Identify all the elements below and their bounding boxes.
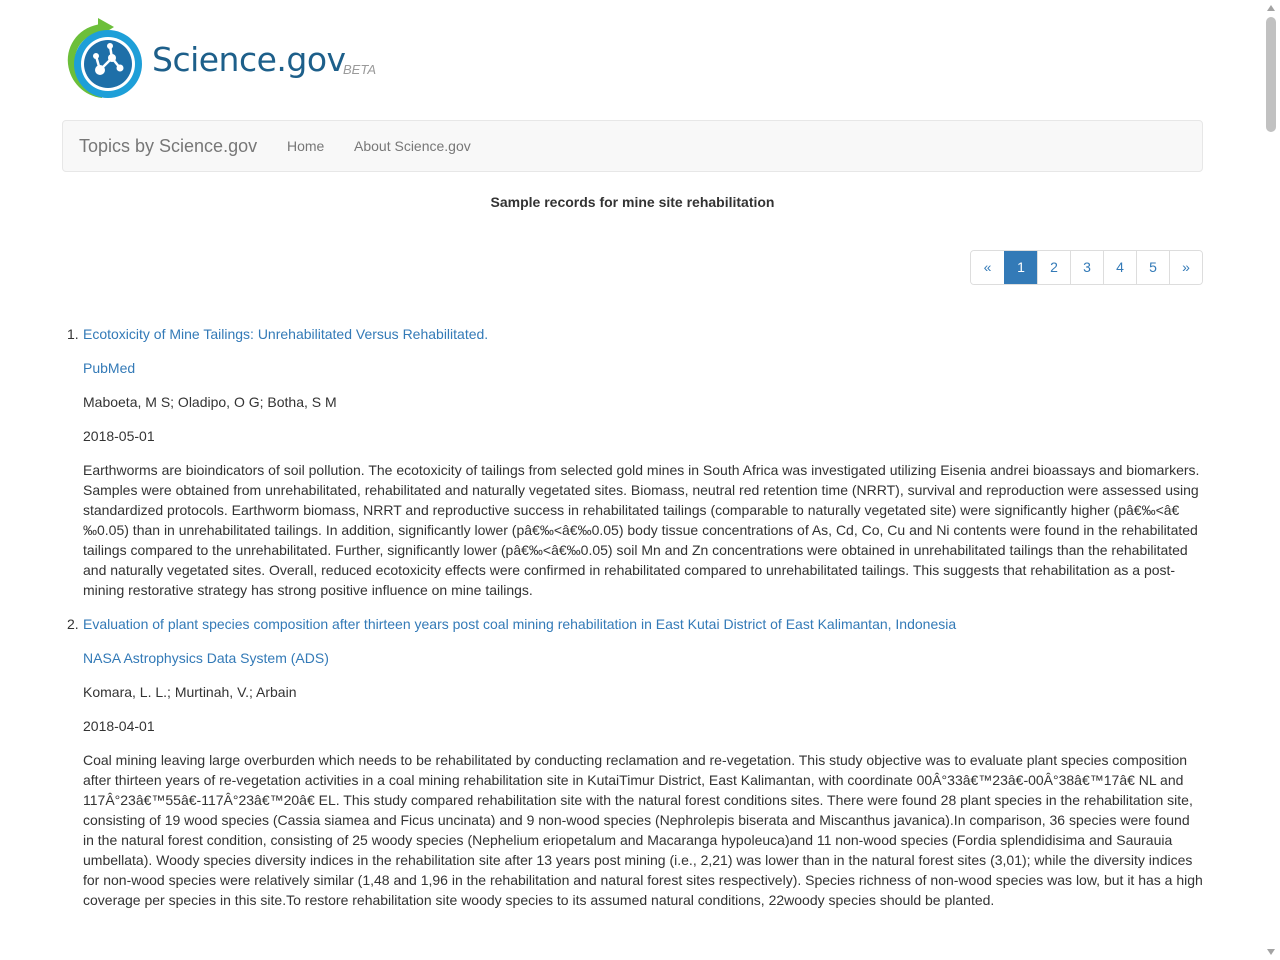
result-title-link[interactable]: Evaluation of plant species composition after thirteen years post coal mining rehabilitation in East Kutai District of East Kalimantan, Indonesia <box>83 616 957 632</box>
nav-link-about[interactable]: About Science.gov <box>354 138 471 154</box>
result-title-link[interactable]: Ecotoxicity of Mine Tailings: Unrehabilitated Versus Rehabilitated. <box>83 326 489 342</box>
result-source-link[interactable]: PubMed <box>83 360 136 376</box>
result-number: 1. <box>67 326 79 342</box>
navbar <box>62 120 1203 172</box>
pagination <box>970 250 1203 285</box>
result-date: 2018-05-01 <box>83 428 155 444</box>
vertical-scrollbar[interactable] <box>1263 0 1280 960</box>
nav-link-home[interactable]: Home <box>287 138 325 154</box>
result-authors: Komara, L. L.; Murtinah, V.; Arbain <box>83 684 297 700</box>
site-logo[interactable] <box>62 18 392 102</box>
result-item <box>62 322 1203 600</box>
result-item <box>62 612 1203 910</box>
result-source-link[interactable]: NASA Astrophysics Data System (ADS) <box>83 650 329 666</box>
pagination-next-button[interactable]: » <box>1169 251 1202 284</box>
pagination-page-5[interactable]: 5 <box>1136 251 1169 284</box>
result-abstract: Earthworms are bioindicators of soil pollution. The ecotoxicity of tailings from selected gold mines in South Africa was investigated utilizing Eisenia andrei bioassays and biomarkers. Samples were obtained from unrehabilitated, rehabilitated and naturally vegetated sites. Biomass, neutral red retention time (NRRT), survival and reproduction were assessed using standardized protocols. Earthworm biomass, NRRT and reproductive success in rehabilitated tailings (comparable to naturally vegetated site) were significantly higher (pâ€‰<â€‰0.05) than in unrehabilitated tailings. In addition, significantly lower (pâ€‰<â€‰0.05) body tissue concentrations of As, Cd, Co, Cu and Ni contents were found in the rehabilitated tailings compared to the unrehabilitated. Further, significantly lower (pâ€‰<â€‰0.05) soil Mn and Zn concentrations were obtained in unrehabilitated tailings than the rehabilitated and naturally vegetated sites. Overall, reduced ecotoxicity effects were confirmed in rehabilitated compared to unrehabilitated tailings. This suggests that rehabilitation as a post-mining restorative strategy has strong positive influence on mine tailings. <box>83 462 1200 598</box>
pagination-prev-button[interactable]: « <box>971 251 1004 284</box>
page-title: Sample records for mine site rehabilitation <box>490 194 775 210</box>
result-abstract: Coal mining leaving large overburden which needs to be rehabilitated by conducting reclamation and re-vegetation. This study objective was to evaluate plant species composition after thirteen years of re-vegetation activities in a coal mining rehabilitation site in KutaiTimur District, East Kalimantan, with coordinate 00Â°33â€™23â€-00Â°38â€™17â€ NL and 117Â°23â€™55â€-117Â°23â€™20â€ EL. This study compared rehabilitation site with the natural forest conditions sites. There were found 28 plant species in the rehabilitation site, consisting of 19 wood species (Cassia siamea and Ficus uncinata) and 9 non-wood species (Nephrolepis biserata and Miscanthus javanica).In comparison, 36 species were found in the natural forest condition, consisting of 25 woody species (Nephelium eriopetalum and Macaranga hypoleuca)and 11 non-wood species (Fordia splendidisima and Saurauia umbellata). Woody species diversity indices in the rehabilitation site after 13 years post mining (i.e., 2,21) was lower than in the natural forest sites (3,01); while the diversity indices for non-wood species were relatively similar (1,48 and 1,96 in the rehabilitation and natural forest sites respectively). Species richness of non-wood species was low, but it has a high coverage per species in this site.To restore rehabilitation site woody species to its assumed natural conditions, 22woody species should be planted. <box>83 752 1203 908</box>
pagination-page-1[interactable]: 1 <box>1004 251 1037 284</box>
pagination-page-3[interactable]: 3 <box>1070 251 1103 284</box>
logo-text: Science.gov <box>152 40 346 79</box>
scroll-up-arrow-icon[interactable] <box>1267 5 1275 11</box>
pagination-page-2[interactable]: 2 <box>1037 251 1070 284</box>
pagination-page-4[interactable]: 4 <box>1103 251 1136 284</box>
navbar-brand[interactable]: Topics by Science.gov <box>79 136 258 156</box>
results-list <box>62 322 1203 910</box>
beta-badge: BETA <box>343 62 376 77</box>
science-gov-logo-icon <box>62 18 146 102</box>
result-date: 2018-04-01 <box>83 718 155 734</box>
scroll-down-arrow-icon[interactable] <box>1267 949 1275 955</box>
result-number: 2. <box>67 616 79 632</box>
scrollbar-thumb[interactable] <box>1266 17 1276 132</box>
result-authors: Maboeta, M S; Oladipo, O G; Botha, S M <box>83 394 337 410</box>
